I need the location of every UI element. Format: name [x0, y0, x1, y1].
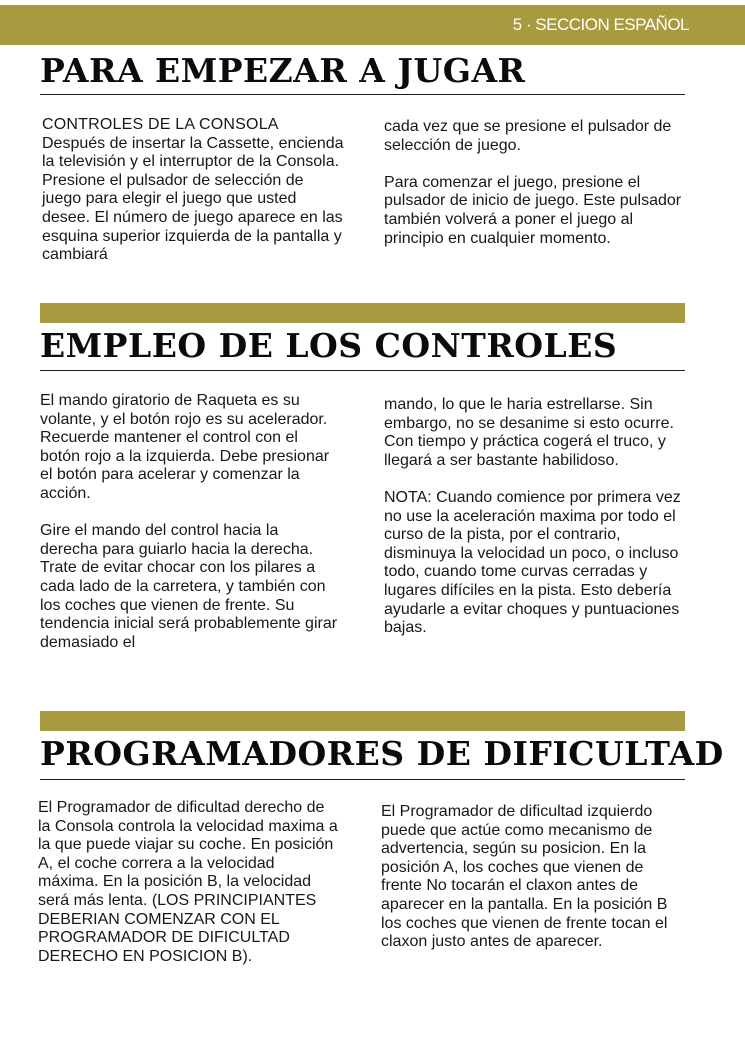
section-title-empleo-de-los-controles: EMPLEO DE LOS CONTROLES [40, 326, 618, 365]
paragraph: El Programador de dificultad izquierdo puede que actúe como mecanismo de advertencia, según su posicion. En la posición A, los coches que vienen de frente No tocarán el claxon antes de aparecer en la pantalla. En la posición B los coches que vienen de frente tocan el claxon justo antes de aparecer. [381, 803, 668, 951]
section-band [40, 303, 685, 323]
section-divider [40, 94, 685, 95]
paragraph: El mando giratorio de Raqueta es su volante, y el botón rojo es su acelerador. Recuerde mantener el control con el botón rojo a la izquierda. Debe presionar el botón para acelerar y comenzar la acción. [40, 392, 330, 502]
paragraph: Después de insertar la Cassette, encienda la televisión y el interruptor de la Consola. Presione el pulsador de selección de juego para elegir el juego que usted desee. El número de juego aparece en las esquina superior izquierda de la pantalla y cambiará [42, 134, 344, 264]
section-3-right-column [381, 803, 681, 952]
paragraph: El Programador de dificultad derecho de la Consola controla la velocidad maxima a la que puede viajar su coche. En posición A, el coche correra a la velocidad máxima. En la posición B, la velocidad será más lenta. (LOS PRINCIPIANTES DEBERIAN COMENZAR CON EL PROGRAMADOR DE DIFICULTAD DERECHO EN POSICION B). [38, 799, 338, 965]
section-3-left-column [38, 799, 338, 966]
section-band [40, 711, 685, 731]
section-1-left-column [42, 116, 347, 265]
section-1-right-column [384, 118, 684, 248]
section-label: 5 · SECCION ESPAÑOL [512, 15, 689, 34]
paragraph: Gire el mando del control hacia la derecha para guiarlo hacia la derecha. Trate de evitar chocar con los pilares a cada lado de la carretera, y también con los coches que vienen de frente. Su tendencia inicial será probablemente girar demasiado el [40, 522, 338, 651]
section-divider [40, 370, 685, 371]
header-band [0, 5, 745, 45]
section-title-programadores-de-dificultad: PROGRAMADORES DE DIFICULTAD [40, 734, 724, 773]
paragraph: mando, lo que le haria estrellarse. Sin embargo, no se desanime si esto ocurre. Con tiempo y práctica cogerá el truco, y llegará a ser bastante habilidoso. [384, 396, 674, 469]
section-2-left-column [40, 392, 340, 652]
subsection-title: CONTROLES DE LA CONSOLA [42, 116, 279, 133]
section-divider [40, 779, 685, 780]
section-2-right-column [384, 396, 689, 638]
paragraph: cada vez que se presione el pulsador de selección de juego. [384, 118, 672, 154]
section-title-para-empezar: PARA EMPEZAR A JUGAR [40, 51, 526, 90]
paragraph: Para comenzar el juego, presione el pulsador de inicio de juego. Este pulsador también volverá a poner el juego al principio en cualquier momento. [384, 173, 682, 247]
paragraph-note: NOTA: Cuando comience por primera vez no use la aceleración maxima por todo el curso de la pista, por el contrario, disminuya la velocidad un poco, o incluso todo, cuando tome curvas cerradas y lugares difíciles en la pista. Esto debería ayudarle a evitar choques y puntuaciones bajas. [384, 488, 681, 637]
